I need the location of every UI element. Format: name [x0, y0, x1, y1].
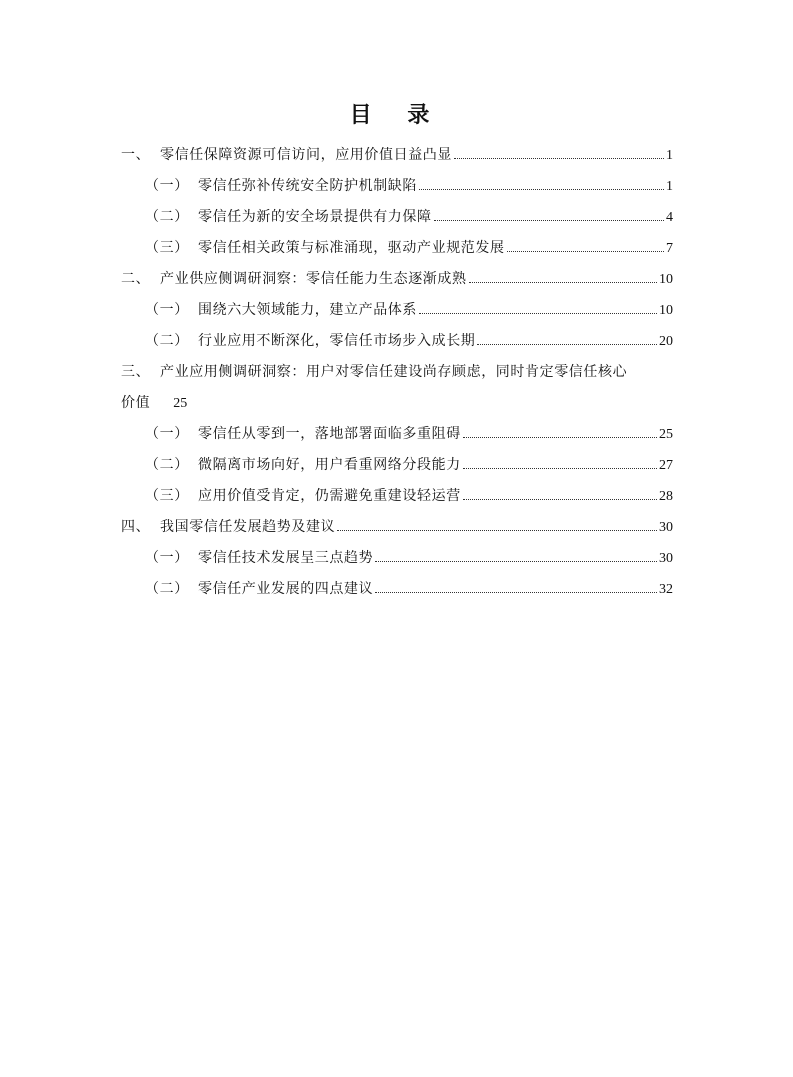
toc-number: 二、 [121, 271, 151, 287]
toc-entry-chapter-4[interactable] [121, 517, 673, 538]
toc-page-number: 1 [666, 148, 673, 163]
toc-page-number: 30 [659, 520, 673, 535]
toc-entry-section-1-2[interactable] [145, 207, 673, 228]
toc-number: （二） [145, 209, 189, 225]
toc-number: （三） [145, 240, 189, 256]
toc-page-number: 1 [666, 179, 673, 194]
toc-number: 一、 [121, 147, 151, 163]
toc-entry-chapter-2[interactable] [121, 269, 673, 290]
toc-number: 三、 [121, 364, 151, 380]
toc-entry-section-2-2[interactable] [145, 331, 673, 352]
toc-entry-section-4-1[interactable] [145, 548, 673, 569]
dot-leader [469, 282, 657, 283]
toc-number: 四、 [121, 519, 151, 535]
toc-text: 零信任产业发展的四点建议 [198, 581, 374, 597]
toc-text: 产业应用侧调研洞察：用户对零信任建设尚存顾虑，同时肯定零信任核心 [160, 364, 628, 380]
toc-entry-section-4-2[interactable] [145, 579, 673, 600]
dot-leader [463, 437, 657, 438]
dot-leader [434, 220, 664, 221]
toc-text: 产业供应侧调研洞察：零信任能力生态逐渐成熟 [160, 271, 467, 287]
dot-leader [337, 530, 657, 531]
toc-text: 我国零信任发展趋势及建议 [160, 519, 336, 535]
toc-number: （一） [145, 302, 189, 318]
toc-number: （一） [145, 178, 189, 194]
toc-page-number: 7 [666, 241, 673, 256]
toc-text: 零信任从零到一，落地部署面临多重阻碍 [198, 426, 461, 442]
dot-leader [507, 251, 664, 252]
toc-entry-chapter-1[interactable] [121, 145, 673, 166]
toc-text: 围绕六大领域能力，建立产品体系 [198, 302, 417, 318]
toc-text: 微隔离市场向好，用户看重网络分段能力 [198, 457, 461, 473]
toc-page-number: 30 [659, 551, 673, 566]
toc-number: （二） [145, 333, 189, 349]
toc-entry-chapter-3[interactable] [121, 362, 673, 382]
toc-page-number: 10 [659, 303, 673, 318]
toc-text: 零信任为新的安全场景提供有力保障 [198, 209, 432, 225]
toc-page-number: 27 [659, 458, 673, 473]
toc-text: 行业应用不断深化，零信任市场步入成长期 [198, 333, 476, 349]
page-title: 目 录 [349, 103, 444, 128]
toc-text: 零信任弥补传统安全防护机制缺陷 [198, 178, 417, 194]
toc-page-number: 4 [666, 210, 673, 225]
toc-text-continued: 价值 [121, 395, 151, 411]
toc-number: （一） [145, 550, 189, 566]
toc-text: 应用价值受肯定，仍需避免重建设轻运营 [198, 488, 461, 504]
toc-number: （三） [145, 488, 189, 504]
toc-text: 零信任保障资源可信访问，应用价值日益凸显 [160, 147, 452, 163]
toc-page-number: 10 [659, 272, 673, 287]
toc-entry-section-1-1[interactable] [145, 176, 673, 197]
toc-entry-section-3-1[interactable] [145, 424, 673, 445]
toc-page-number: 32 [659, 582, 673, 597]
toc-entry-section-3-3[interactable] [145, 486, 673, 507]
toc-page-number: 25 [173, 396, 188, 411]
toc-number: （二） [145, 581, 189, 597]
dot-leader [375, 561, 657, 562]
toc-entry-section-3-2[interactable] [145, 455, 673, 476]
toc-page-number: 20 [659, 334, 673, 349]
toc-entry-chapter-3-continued[interactable] [121, 393, 187, 414]
dot-leader [375, 592, 657, 593]
dot-leader [477, 344, 657, 345]
dot-leader [419, 189, 664, 190]
toc-entry-section-1-3[interactable] [145, 238, 673, 259]
toc-page-number: 25 [659, 427, 673, 442]
toc-text: 零信任技术发展呈三点趋势 [198, 550, 374, 566]
dot-leader [454, 158, 664, 159]
dot-leader [463, 468, 657, 469]
toc-page-number: 28 [659, 489, 673, 504]
dot-leader [463, 499, 657, 500]
toc-number: （二） [145, 457, 189, 473]
toc-text: 零信任相关政策与标准涌现，驱动产业规范发展 [198, 240, 505, 256]
dot-leader [419, 313, 657, 314]
toc-number: （一） [145, 426, 189, 442]
toc-entry-section-2-1[interactable] [145, 300, 673, 321]
